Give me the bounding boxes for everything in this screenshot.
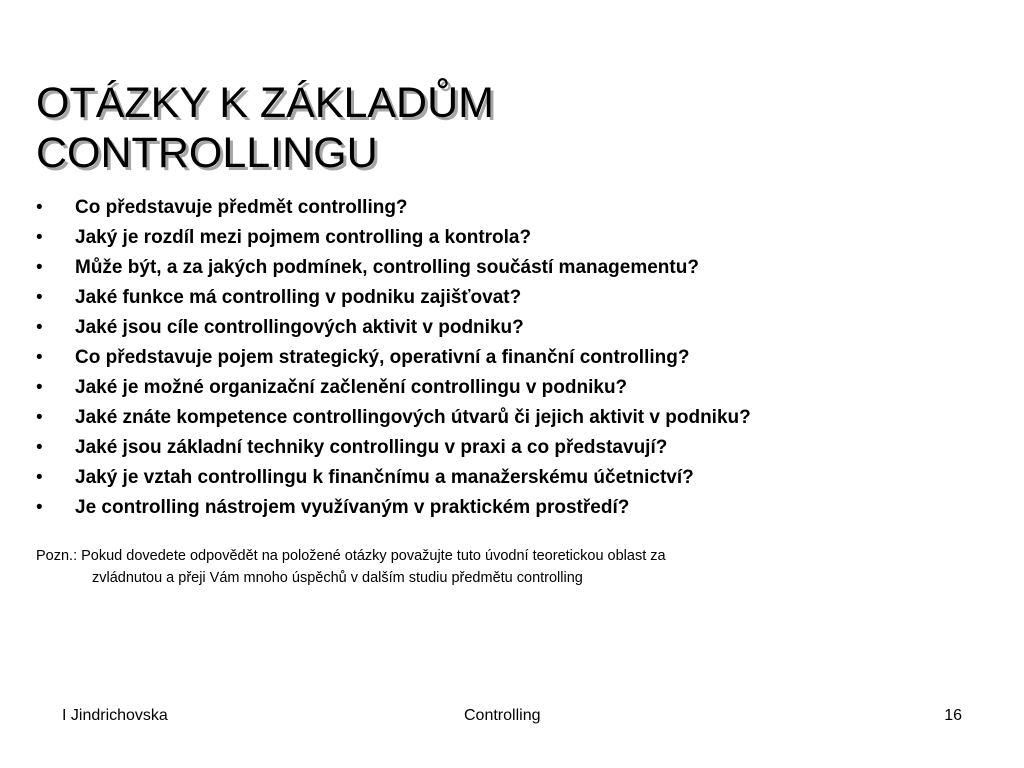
question-item xyxy=(36,373,996,403)
bullet-icon: • xyxy=(36,377,43,398)
footer-page-number: 16 xyxy=(944,707,962,724)
question-text: Jaké funkce má controlling v podniku zajišťovat? xyxy=(75,287,522,308)
footer-topic: Controlling xyxy=(464,707,541,724)
question-item xyxy=(36,463,996,493)
question-text: Co představuje předmět controlling? xyxy=(75,197,408,218)
question-text: Jaké je možné organizační začlenění controllingu v podniku? xyxy=(75,377,628,398)
slide-title-line-2: CONTROLLINGU xyxy=(36,129,378,177)
question-text: Jaký je rozdíl mezi pojmem controlling a kontrola? xyxy=(75,227,532,248)
bullet-icon: • xyxy=(36,197,43,218)
question-item xyxy=(36,193,996,223)
question-item xyxy=(36,223,996,253)
question-item xyxy=(36,493,996,523)
bullet-icon: • xyxy=(36,437,43,458)
bullet-icon: • xyxy=(36,467,43,488)
bullet-icon: • xyxy=(36,497,43,518)
footer-author: I Jindrichovska xyxy=(62,707,168,724)
note-line-2: zvládnutou a přeji Vám mnoho úspěchů v dalším studiu předmětu controlling xyxy=(92,570,583,586)
bullet-icon: • xyxy=(36,287,43,308)
question-text: Jaké znáte kompetence controllingových útvarů či jejich aktivit v podniku? xyxy=(75,407,751,428)
question-item xyxy=(36,313,996,343)
question-item xyxy=(36,253,996,283)
slide-title-line-1: OTÁZKY K ZÁKLADŮM xyxy=(36,79,494,127)
question-text: Je controlling nástrojem využívaným v praktickém prostředí? xyxy=(75,497,630,518)
bullet-icon: • xyxy=(36,407,43,428)
bullet-icon: • xyxy=(36,317,43,338)
question-item xyxy=(36,283,996,313)
note-paragraph xyxy=(36,545,996,589)
question-item xyxy=(36,343,996,373)
question-list xyxy=(36,193,996,523)
question-text: Může být, a za jakých podmínek, controlling součástí managementu? xyxy=(75,257,699,278)
question-text: Jaké jsou cíle controllingových aktivit v podniku? xyxy=(75,317,524,338)
question-text: Co představuje pojem strategický, operativní a finanční controlling? xyxy=(75,347,690,368)
question-text: Jaké jsou základní techniky controllingu v praxi a co představují? xyxy=(75,437,668,458)
question-item xyxy=(36,403,996,433)
question-item xyxy=(36,433,996,463)
bullet-icon: • xyxy=(36,257,43,278)
question-text: Jaký je vztah controllingu k finančnímu a manažerskému účetnictví? xyxy=(75,467,694,488)
bullet-icon: • xyxy=(36,227,43,248)
slide-title xyxy=(36,78,936,178)
bullet-icon: • xyxy=(36,347,43,368)
note-line-1: Pozn.: Pokud dovedete odpovědět na položené otázky považujte tuto úvodní teoretickou oblast za xyxy=(36,548,666,564)
